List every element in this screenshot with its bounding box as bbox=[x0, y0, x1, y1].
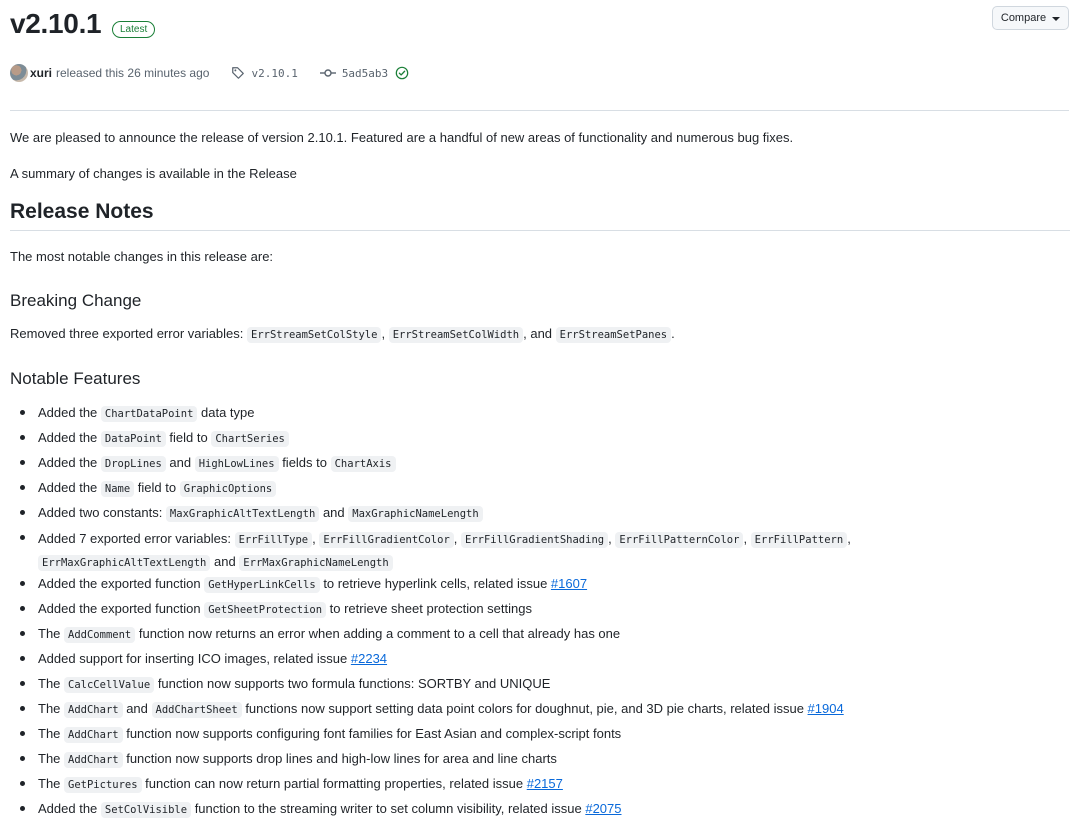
code-span: GetPictures bbox=[64, 777, 142, 793]
code-span: ChartAxis bbox=[331, 456, 396, 472]
code-span: ErrMaxGraphicNameLength bbox=[239, 555, 392, 571]
text: functions now support setting data point colors for doughnut, pie, and 3D pie charts, related issue bbox=[241, 701, 808, 716]
text: Removed three exported error variables: bbox=[10, 326, 248, 341]
text: , and bbox=[523, 326, 556, 341]
header-divider bbox=[10, 110, 1069, 111]
compare-button[interactable] bbox=[992, 6, 1069, 30]
text: , bbox=[453, 531, 462, 546]
code-span: AddChart bbox=[64, 752, 123, 768]
released-time: released this 26 minutes ago bbox=[56, 66, 210, 80]
list-item bbox=[38, 403, 1070, 428]
release-body bbox=[10, 118, 1070, 824]
text: The bbox=[38, 726, 65, 741]
text: Added the bbox=[38, 405, 101, 420]
text: , bbox=[847, 531, 851, 546]
code-span: CalcCellValue bbox=[64, 677, 154, 693]
tag-link[interactable]: v2.10.1 bbox=[251, 66, 298, 80]
text: , bbox=[312, 531, 320, 546]
list-item bbox=[38, 503, 1070, 528]
text: . bbox=[671, 326, 675, 341]
list-item bbox=[38, 574, 1070, 599]
code-span: ErrStreamSetColStyle bbox=[247, 327, 381, 343]
code-span: GetSheetProtection bbox=[204, 602, 326, 618]
text: function now supports drop lines and high-low lines for area and line charts bbox=[122, 751, 557, 766]
text: function to the streaming writer to set column visibility, related issue bbox=[191, 801, 586, 816]
issue-link[interactable]: #1904 bbox=[807, 701, 844, 716]
code-span: GraphicOptions bbox=[180, 481, 277, 497]
code-span: GetHyperLinkCells bbox=[204, 577, 319, 593]
text: and bbox=[319, 505, 349, 520]
list-item bbox=[38, 699, 1070, 724]
code-span: SetColVisible bbox=[101, 802, 191, 818]
code-span: ChartSeries bbox=[211, 431, 289, 447]
text: , bbox=[608, 531, 616, 546]
breaking-change-text bbox=[10, 324, 1070, 345]
code-span: Name bbox=[101, 481, 134, 497]
list-item bbox=[38, 428, 1070, 453]
code-span: AddChartSheet bbox=[152, 702, 242, 718]
heading-divider bbox=[10, 230, 1070, 231]
text: Added the bbox=[38, 430, 101, 445]
tag-icon bbox=[231, 66, 245, 80]
release-meta bbox=[10, 63, 415, 83]
code-span: ErrFillPattern bbox=[751, 532, 848, 548]
text: field to bbox=[165, 430, 212, 445]
text: function now supports configuring font families for East Asian and complex-script fonts bbox=[122, 726, 622, 741]
code-span: AddComment bbox=[64, 627, 135, 643]
breaking-change-heading: Breaking Change bbox=[10, 291, 142, 310]
notes-lead: The most notable changes in this release are: bbox=[10, 249, 274, 264]
list-item bbox=[38, 528, 1070, 574]
code-span: DropLines bbox=[101, 456, 166, 472]
text: Added the bbox=[38, 455, 101, 470]
text: function now returns an error when adding a comment to a cell that already has one bbox=[135, 626, 621, 641]
list-item bbox=[38, 624, 1070, 649]
text: The bbox=[38, 701, 65, 716]
text: The bbox=[38, 776, 65, 791]
release-notes-heading: Release Notes bbox=[10, 200, 154, 223]
text: Added support for inserting ICO images, related issue bbox=[38, 651, 351, 666]
text: Added the exported function bbox=[38, 576, 205, 591]
text: , bbox=[743, 531, 751, 546]
code-span: ErrFillGradientColor bbox=[319, 532, 453, 548]
code-span: DataPoint bbox=[101, 431, 166, 447]
intro-paragraph: We are pleased to announce the release of version 2.10.1. Featured are a handful of new areas of functionality and numerous bug fixes. bbox=[10, 130, 794, 145]
text: fields to bbox=[278, 455, 331, 470]
code-span: ChartDataPoint bbox=[101, 406, 198, 422]
list-item bbox=[38, 599, 1070, 624]
text: and bbox=[165, 455, 195, 470]
list-item bbox=[38, 649, 1070, 674]
commit-link[interactable]: 5ad5ab3 bbox=[341, 66, 389, 80]
commit-icon bbox=[320, 66, 336, 80]
notable-features-heading: Notable Features bbox=[10, 369, 141, 388]
text: to retrieve hyperlink cells, related issue bbox=[319, 576, 551, 591]
code-span: ErrFillGradientShading bbox=[461, 532, 608, 548]
issue-link[interactable]: #2234 bbox=[350, 651, 388, 666]
text: and bbox=[210, 554, 240, 569]
verified-check-icon[interactable] bbox=[395, 66, 409, 80]
code-span: ErrMaxGraphicAltTextLength bbox=[38, 555, 210, 571]
code-span: HighLowLines bbox=[195, 456, 279, 472]
list-item bbox=[38, 453, 1070, 478]
text: , bbox=[381, 326, 389, 341]
code-span: ErrStreamSetColWidth bbox=[389, 327, 523, 343]
text: The bbox=[38, 626, 65, 641]
code-span: AddChart bbox=[64, 702, 123, 718]
summary-paragraph: A summary of changes is available in the Release bbox=[10, 166, 297, 181]
text: The bbox=[38, 676, 65, 691]
code-span: ErrFillType bbox=[235, 532, 313, 548]
list-item bbox=[38, 674, 1070, 699]
text: Added the bbox=[38, 480, 101, 495]
author-link[interactable]: xuri bbox=[30, 66, 53, 80]
text: function now supports two formula functions: SORTBY and UNIQUE bbox=[154, 676, 551, 691]
text: Added two constants: bbox=[38, 505, 166, 520]
code-span: AddChart bbox=[64, 727, 123, 743]
code-span: MaxGraphicAltTextLength bbox=[166, 506, 319, 522]
text: field to bbox=[134, 480, 180, 495]
features-list bbox=[10, 403, 1070, 824]
list-item bbox=[38, 749, 1070, 774]
issue-link[interactable]: #2075 bbox=[585, 801, 622, 816]
text: The bbox=[38, 751, 65, 766]
text: data type bbox=[197, 405, 255, 420]
text: Added 7 exported error variables: bbox=[38, 531, 235, 546]
release-header bbox=[0, 0, 1080, 58]
avatar[interactable] bbox=[10, 64, 28, 82]
text: and bbox=[122, 701, 152, 716]
text: function can now return partial formatting properties, related issue bbox=[141, 776, 527, 791]
compare-label: Compare bbox=[1000, 12, 1047, 24]
chevron-down-icon bbox=[1052, 17, 1060, 21]
text: to retrieve sheet protection settings bbox=[326, 601, 532, 616]
issue-link[interactable]: #1607 bbox=[550, 576, 588, 591]
text: Added the exported function bbox=[38, 601, 205, 616]
latest-badge: Latest bbox=[112, 21, 155, 38]
list-item bbox=[38, 478, 1070, 503]
list-item bbox=[38, 799, 1070, 824]
code-span: ErrStreamSetPanes bbox=[556, 327, 671, 343]
code-span: ErrFillPatternColor bbox=[615, 532, 743, 548]
text: Added the bbox=[38, 801, 101, 816]
issue-link[interactable]: #2157 bbox=[526, 776, 563, 791]
list-item bbox=[38, 724, 1070, 749]
code-span: MaxGraphicNameLength bbox=[348, 506, 482, 522]
release-title[interactable]: v2.10.1 bbox=[10, 8, 102, 39]
list-item bbox=[38, 774, 1070, 799]
